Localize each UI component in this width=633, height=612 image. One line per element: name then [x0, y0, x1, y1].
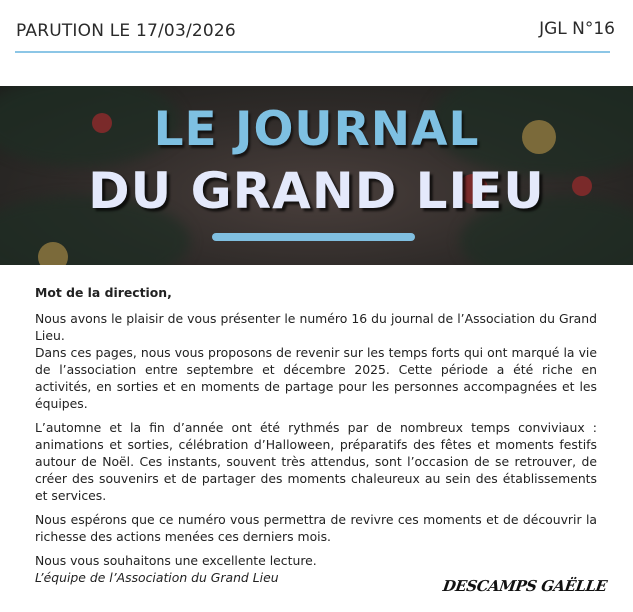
issue-number: JGL N°16 — [539, 19, 615, 39]
ornament — [38, 242, 68, 265]
header-divider — [15, 51, 610, 53]
editorial — [35, 284, 597, 586]
paragraph: L’automne et la fin d’année ont été rythmés par de nombreux temps conviviaux : animations et sorties, célébration d’Halloween, préparatifs des fêtes et moments festifs autour de Noël. Ces instants, souvent très attendus, sont l’occasion de se retrouver, de créer des souvenirs et de partager des moments chaleureux au sein des établissements et services. — [35, 420, 597, 503]
journal-title-line2: DU GRAND LIEU — [88, 162, 545, 220]
handwritten-signature: DESCAMPS GAËLLE — [441, 577, 608, 595]
journal-title-line1: LE JOURNAL — [153, 102, 480, 157]
editorial-heading: Mot de la direction, — [35, 285, 172, 300]
title-underline-bar — [212, 233, 415, 241]
banner — [0, 86, 633, 265]
closing-line: Nous vous souhaitons une excellente lecture. — [35, 553, 317, 568]
paragraph: Nous avons le plaisir de vous présenter le numéro 16 du journal de l’Association du Grand Lieu. — [35, 311, 597, 343]
paragraph: Nous espérons que ce numéro vous permettra de revivre ces moments et de découvrir la richesse des actions menées ces derniers mois. — [35, 512, 597, 544]
release-date: PARUTION LE 17/03/2026 — [16, 21, 236, 41]
paragraph: Dans ces pages, nous vous proposons de revenir sur les temps forts qui ont marqué la vie de l’association entre septembre et décembre 2025. Cette période a été riche en activités, en sorties et en moments de partage pour les personnes accompagnées et les équipes. — [35, 345, 597, 411]
team-signature-line: L’équipe de l’Association du Grand Lieu — [35, 570, 279, 585]
